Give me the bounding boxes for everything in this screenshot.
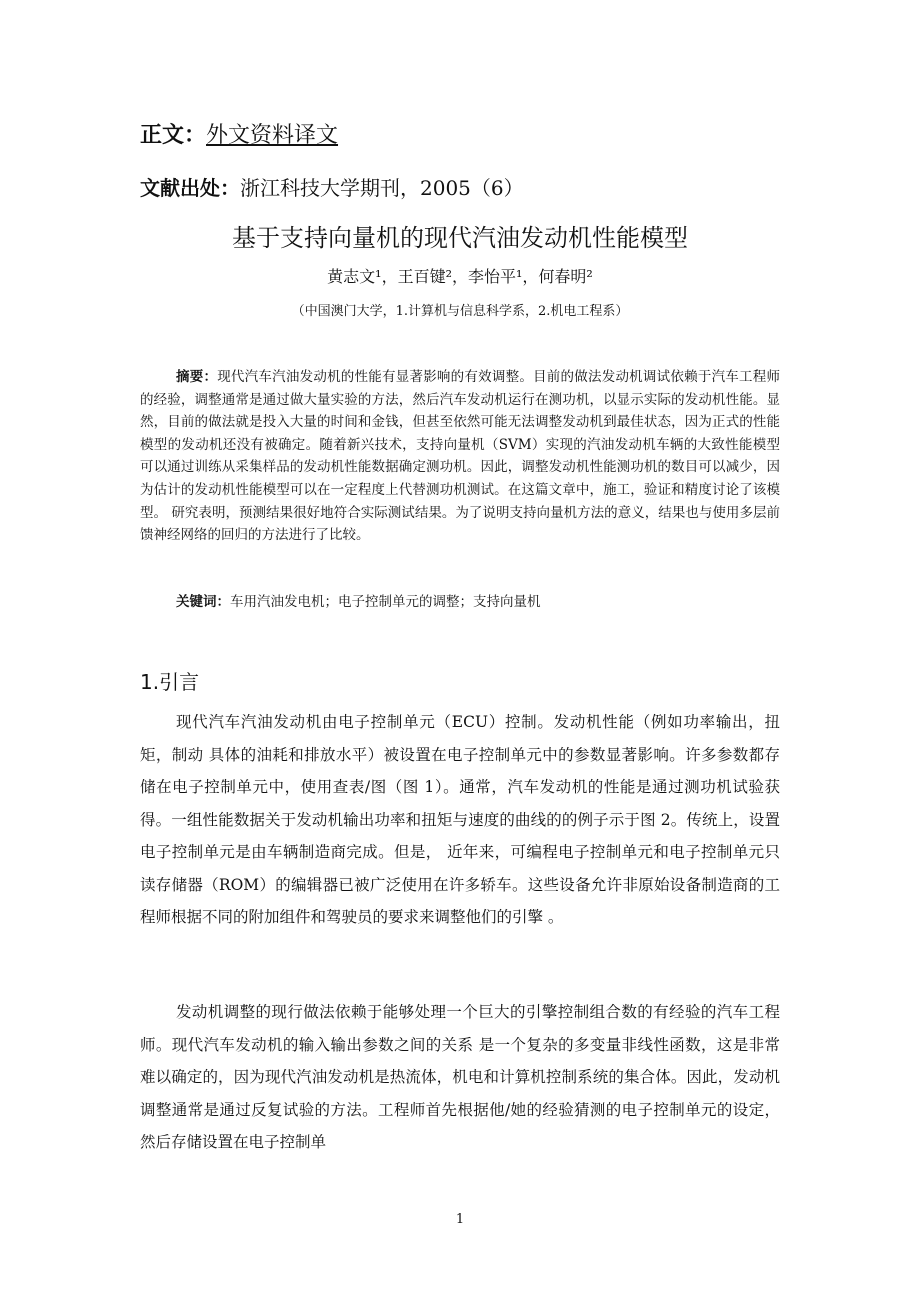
- source-value: 浙江科技大学期刊，2005（6）: [240, 176, 524, 200]
- abstract: [140, 366, 780, 547]
- paper-affiliations: （中国澳门大学，1.计算机与信息科学系，2.机电工程系）: [291, 304, 629, 319]
- keywords: [176, 590, 541, 610]
- abstract-label: 摘要：: [176, 369, 218, 385]
- abstract-text: 现代汽车汽油发动机的性能有显著影响的有效调整。目前的做法发动机调试依赖于汽车工程师的经验，调整通常是通过做大量实验的方法，然后汽车发动机运行在测功机，以显示实际的发动机性能。显然，目前的做法就是投入大量的时间和金钱，但甚至依然可能无法调整发动机到最佳状态，因为正式的性能模型的发动机还没有被确定。随着新兴技术，支持向量机（SVM）实现的汽油发动机车辆的大致性能模型可以通过训练从采集样品的发动机性能数据确定测功机。因此，调整发动机性能测功机的数目可以减少，因为估计的发动机性能模型可以在一定程度上代替测功机测试。在这篇文章中，施工，验证和精度讨论了该模型。 研究表明，预测结果很好地符合实际测试结果。为了说明支持向量机方法的意义，结果也与使用多层前馈神经网络的回归的方法进行了比较。: [140, 369, 781, 544]
- keywords-label: 关键词：: [176, 594, 230, 610]
- document-header: [140, 118, 338, 149]
- body-paragraph: 现代汽车汽油发动机由电子控制单元（ECU）控制。发动机性能（例如功率输出，扭矩，制动 具体的油耗和排放水平）被设置在电子控制单元中的参数显著影响。许多参数都存储在电子控制单元中，使用查表/图（图 1）。通常，汽车发动机的性能是通过测功机试验获得。一组性能数据关于发动机输出功率和扭矩与速度的曲线的的例子示于图 2。传统上，设置电子控制单元是由车辆制造商完成。但是， 近年来，可编程电子控制单元和电子控制单元只读存储器（ROM）的编辑器已被广泛使用在许多轿车。这些设备允许非原始设备制造商的工程师根据不同的附加组件和驾驶员的要求来调整他们的引擎 。: [140, 713, 780, 926]
- page-number: 1: [455, 1212, 465, 1227]
- body-paragraph: 发动机调整的现行做法依赖于能够处理一个巨大的引擎控制组合数的有经验的汽车工程师。现代汽车发动机的输入输出参数之间的关系 是一个复杂的多变量非线性函数，这是非常难以确定的，因为现代汽油发动机是热流体，机电和计算机控制系统的集合体。因此，发动机调整通常是通过反复试验的方法。工程师首先根据他/她的经验猜测的电子控制单元的设定，然后存储设置在电子控制单: [140, 1003, 780, 1151]
- section-heading: 1.引言: [140, 670, 200, 694]
- paper-authors: 黄志文¹，王百键²，李怡平¹，何春明²: [327, 267, 593, 286]
- source-label: 文献出处：: [140, 176, 240, 200]
- source-line: [140, 172, 524, 201]
- header-label: 正文：: [140, 122, 207, 148]
- header-value-link[interactable]: 外文资料译文: [206, 123, 339, 148]
- paper-title: 基于支持向量机的现代汽油发动机性能模型: [232, 224, 688, 252]
- keywords-text: 车用汽油发电机；电子控制单元的调整；支持向量机: [230, 594, 541, 610]
